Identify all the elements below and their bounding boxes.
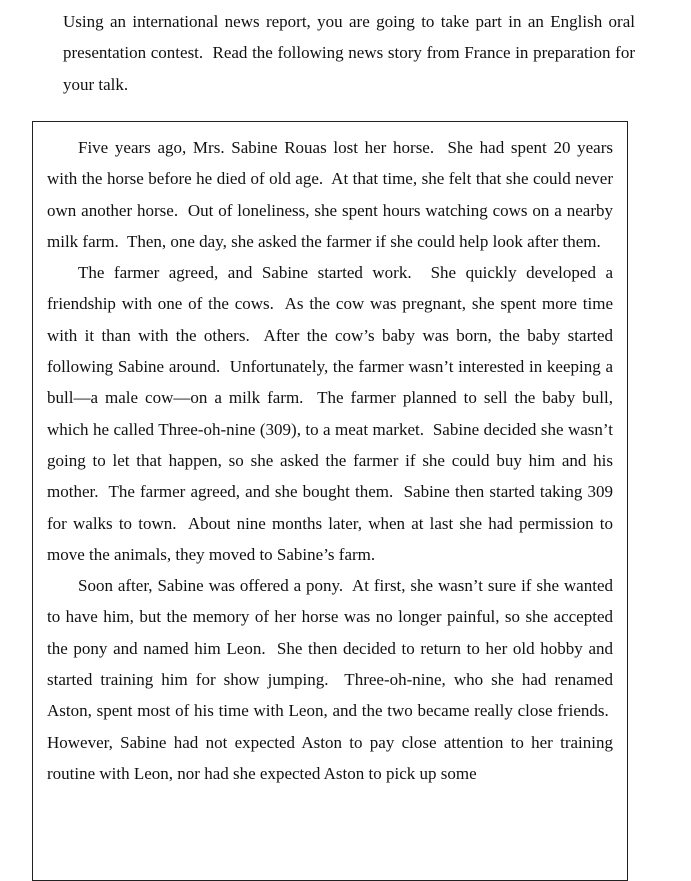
story-paragraph-1: Five years ago, Mrs. Sabine Rouas lost her horse. She had spent 20 years with the horse before he died of old age. At that time, she felt that she could never own another horse. Out of loneliness, she spent hours watching cows on a nearby milk farm. Then, one day, she asked the farmer if she could help look after them. [47,138,613,251]
intro-instructions: Using an international news report, you are going to take part in an English oral presentation contest. Read the following news story from France in preparation for your talk. [63,12,635,94]
story-paragraph-2: The farmer agreed, and Sabine started work. She quickly developed a friendship with one of the cows. As the cow was pregnant, she spent more time with it than with the others. After the cow’s baby was born, the baby started following Sabine around. Unfortunately, the farmer wasn’t interested in keeping a bull—a male cow—on a milk farm. The farmer planned to sell the baby bull, which he called Three-oh-nine (309), to a meat market. Sabine decided she wasn’t going to let that happen, so she asked the farmer if she could buy him and his mother. The farmer agreed, and she bought them. Sabine then started taking 309 for walks to town. About nine months later, when at last she had permission to move the animals, they moved to Sabine’s farm. [47,263,613,564]
story-paragraph-3: Soon after, Sabine was offered a pony. At first, she wasn’t sure if she wanted to have him, but the memory of her horse was no longer painful, so she accepted the pony and named him Leon. She then decided to return to her old hobby and started training him for show jumping. Three-oh-nine, who she had renamed Aston, spent most of his time with Leon, and the two became really close friends. However, Sabine had not expected Aston to pay close attention to her training routine with Leon, nor had she expected Aston to pick up some [47,576,613,783]
news-story-text [47,132,613,789]
news-story-box [32,121,628,881]
